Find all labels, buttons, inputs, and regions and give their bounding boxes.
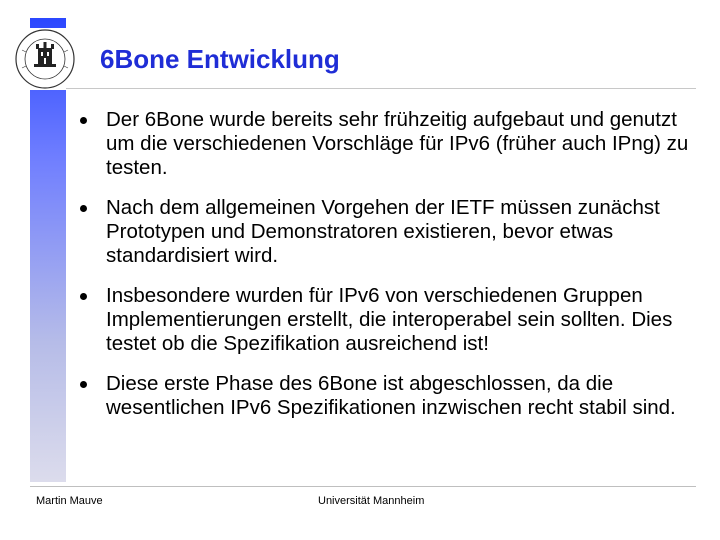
footer-institution: Universität Mannheim xyxy=(318,495,425,507)
bullet-dot-icon xyxy=(80,205,87,212)
slide-title: 6Bone Entwicklung xyxy=(100,44,340,74)
university-seal-icon xyxy=(14,28,76,90)
bullet-list xyxy=(80,108,700,436)
title-underline xyxy=(66,88,696,89)
bullet-dot-icon xyxy=(80,381,87,388)
bullet-item xyxy=(80,108,700,180)
bullet-item xyxy=(80,196,700,268)
bullet-item xyxy=(80,372,700,420)
bullet-item xyxy=(80,284,700,356)
bullet-text: Diese erste Phase des 6Bone ist abgeschlossen, da die wesentlichen IPv6 Spezifikationen inzwischen recht stabil sind. xyxy=(106,372,676,419)
footer-author: Martin Mauve xyxy=(36,495,103,507)
bullet-text: Nach dem allgemeinen Vorgehen der IETF müssen zunächst Prototypen und Demonstratoren existieren, bevor etwas standardisiert wird. xyxy=(106,196,660,267)
footer-divider xyxy=(30,486,696,487)
bullet-text: Insbesondere wurden für IPv6 von verschiedenen Gruppen Implementierungen erstellt, die interoperabel sein sollten. Dies testet ob die Spezifikation ausreichend ist! xyxy=(106,284,673,355)
bullet-dot-icon xyxy=(80,117,87,124)
bullet-dot-icon xyxy=(80,293,87,300)
bullet-text: Der 6Bone wurde bereits sehr frühzeitig aufgebaut und genutzt um die verschiedenen Vorschläge für IPv6 (früher auch IPng) zu testen. xyxy=(106,108,689,179)
